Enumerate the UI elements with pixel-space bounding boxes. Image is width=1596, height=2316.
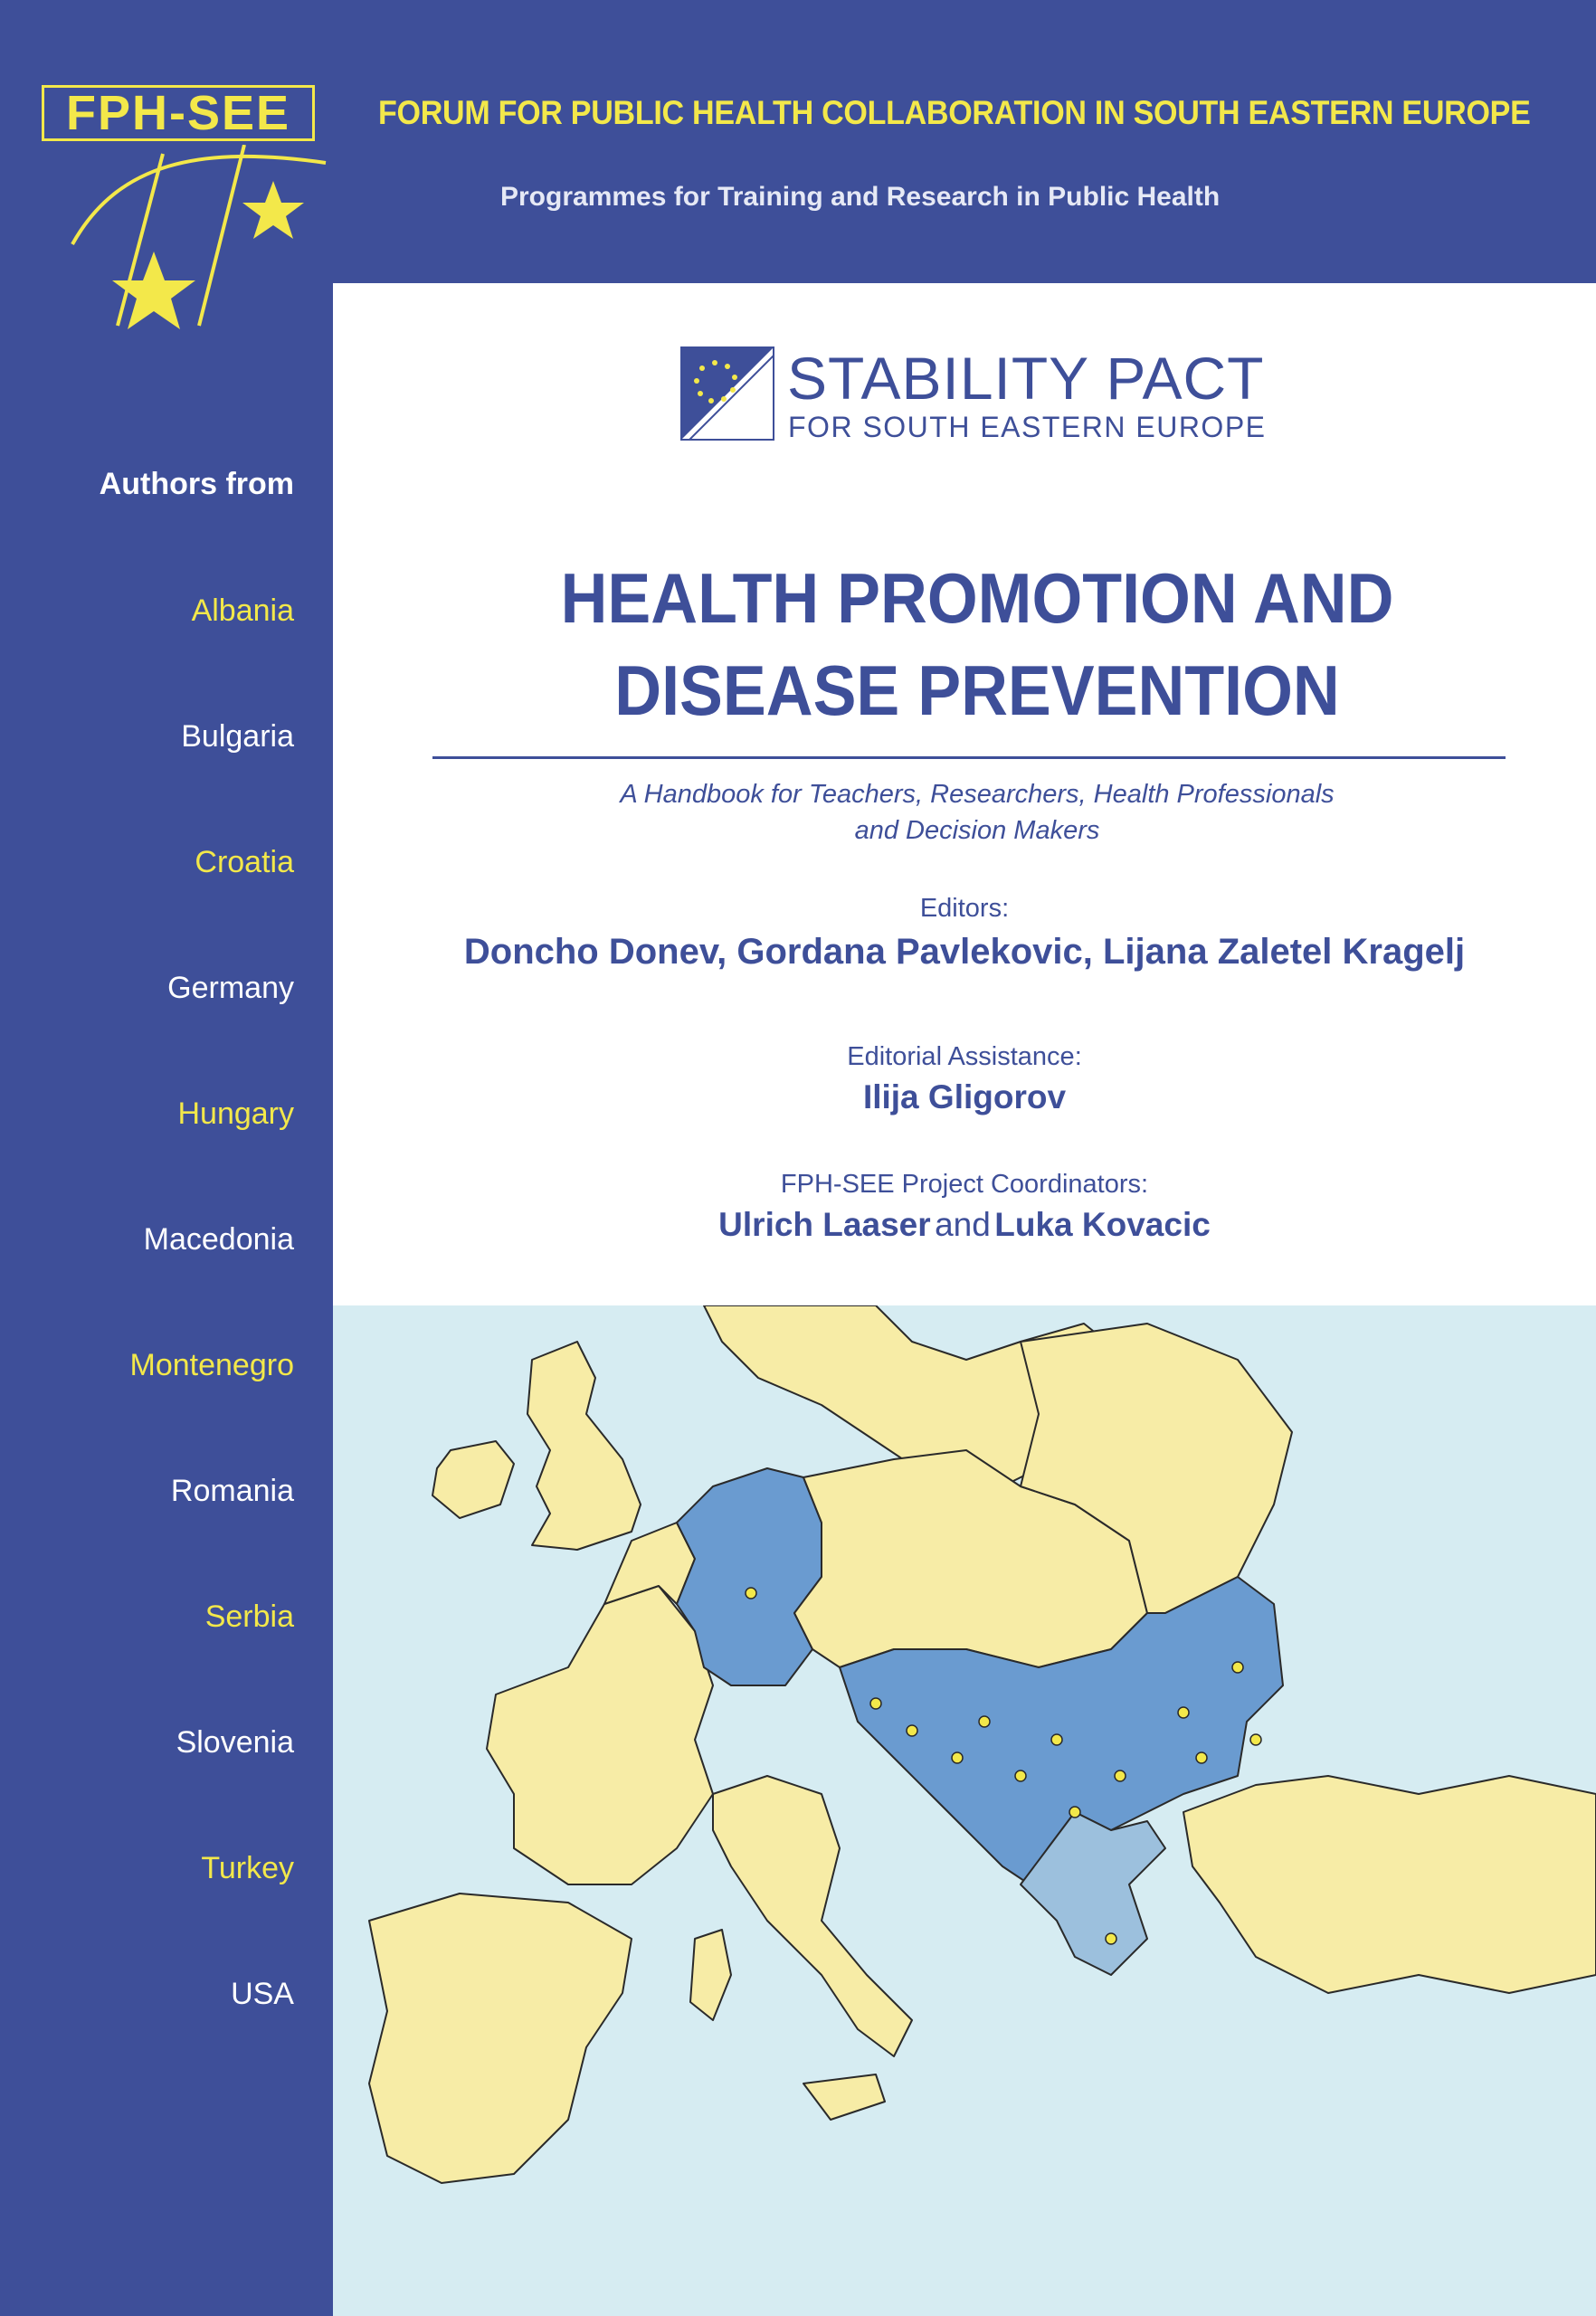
country-serbia: Serbia	[204, 1599, 294, 1634]
coordinator-joiner: and	[935, 1206, 991, 1243]
country-romania: Romania	[170, 1474, 294, 1508]
stars-logo-icon	[63, 145, 335, 335]
map-city-dot	[870, 1698, 881, 1709]
map-city-dot	[1015, 1770, 1026, 1781]
programmes-subtitle: Programmes for Training and Research in Public Health	[500, 182, 1221, 212]
map-city-dot	[979, 1716, 990, 1727]
stability-pact-logo-icon	[680, 346, 774, 441]
country-turkey: Turkey	[201, 1851, 294, 1885]
book-title-line-2: DISEASE PREVENTION	[614, 650, 1340, 730]
coordinator-1: Ulrich Laaser	[718, 1206, 931, 1243]
country-bulgaria: Bulgaria	[181, 719, 294, 754]
stability-pact-title: STABILITY PACT	[787, 345, 1265, 412]
country-albania: Albania	[191, 593, 294, 628]
country-slovenia: Slovenia	[176, 1725, 294, 1760]
book-title-line-1: HEALTH PROMOTION AND	[560, 558, 1394, 638]
editors-names: Doncho Donev, Gordana Pavlekovic, Lijana Zaletel Kragelj	[463, 932, 1466, 972]
country-montenegro: Montenegro	[129, 1348, 294, 1382]
map-city-dot	[907, 1725, 917, 1736]
country-hungary: Hungary	[177, 1096, 294, 1131]
fph-see-logo-text: FPH-SEE	[42, 85, 315, 141]
forum-title: FORUM FOR PUBLIC HEALTH COLLABORATION IN SOUTH EASTERN EUROPE	[378, 94, 1531, 131]
map-city-dot	[1051, 1734, 1062, 1745]
country-croatia: Croatia	[195, 845, 294, 879]
country-usa: USA	[231, 1977, 294, 2011]
assistance-name: Ilija Gligorov	[862, 1078, 1067, 1115]
book-title	[545, 552, 1411, 736]
authors-heading: Authors from	[99, 467, 294, 501]
editors-label: Editors:	[919, 894, 1010, 923]
europe-map	[333, 1305, 1596, 2316]
coordinators-names	[333, 1206, 1596, 1244]
country-macedonia: Macedonia	[143, 1222, 294, 1257]
coordinator-2: Luka Kovacic	[994, 1206, 1211, 1243]
map-city-dot	[952, 1752, 963, 1763]
map-city-dot	[1232, 1662, 1243, 1673]
map-city-dot	[746, 1588, 756, 1599]
map-city-dot	[1196, 1752, 1207, 1763]
map-city-dot	[1250, 1734, 1261, 1745]
book-subtitle	[507, 776, 1448, 849]
stability-pact-subtitle: FOR SOUTH EASTERN EUROPE	[788, 411, 1267, 443]
title-divider	[432, 756, 1506, 759]
country-germany: Germany	[167, 971, 294, 1005]
map-city-dot	[1115, 1770, 1126, 1781]
assistance-label: Editorial Assistance:	[847, 1042, 1082, 1071]
map-city-dot	[1106, 1933, 1116, 1944]
map-city-dot	[1069, 1807, 1080, 1818]
book-subtitle-line-1: A Handbook for Teachers, Researchers, Health Professionals	[620, 780, 1335, 809]
map-city-dot	[1178, 1707, 1189, 1718]
coordinators-label: FPH-SEE Project Coordinators:	[780, 1170, 1149, 1199]
book-subtitle-line-2: and Decision Makers	[854, 816, 1100, 845]
